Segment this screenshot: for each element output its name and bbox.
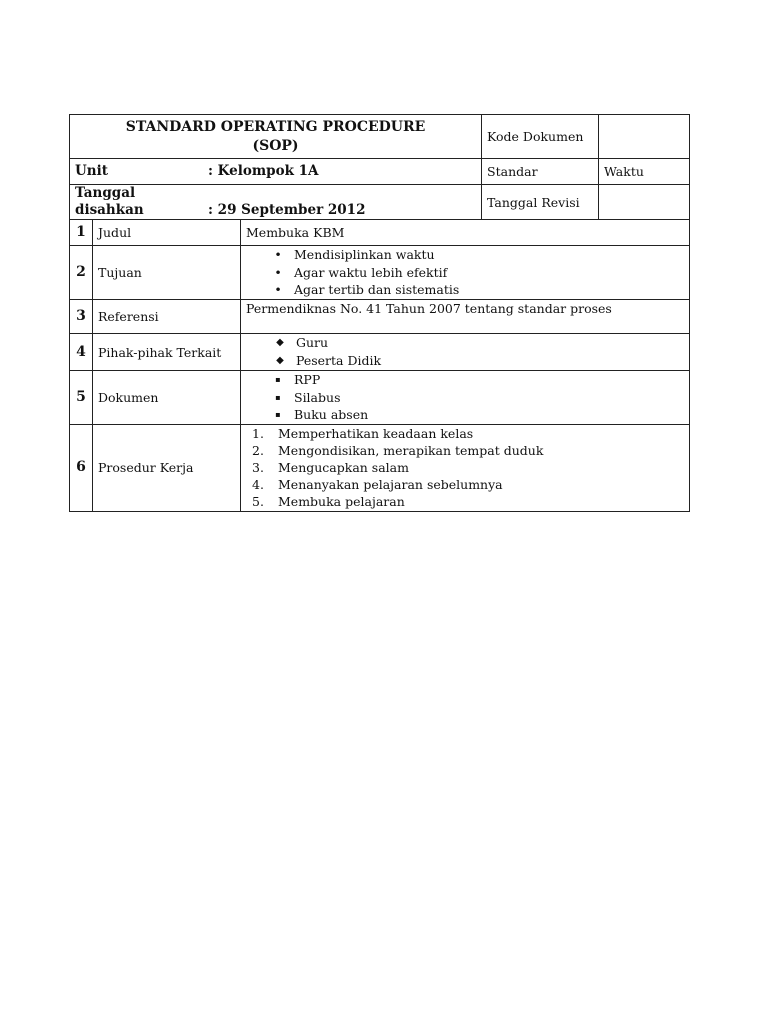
title-line-2: (SOP) <box>252 137 299 154</box>
sop-table <box>69 114 690 512</box>
pihak-terkait-list <box>246 334 684 370</box>
bullet-diamond-icon: ◆ <box>276 337 284 348</box>
row-label: Dokumen <box>93 371 241 425</box>
bullet-dot-icon: • <box>274 247 282 263</box>
list-item: 3. Mengucapkan salam <box>252 459 409 475</box>
kode-dokumen-value <box>599 115 690 159</box>
dokumen-list <box>246 371 684 424</box>
unit-value: : Kelompok 1A <box>208 163 319 179</box>
kode-dokumen-label: Kode Dokumen <box>482 115 599 159</box>
tanggal-value: : 29 September 2012 <box>208 202 366 218</box>
row-label: Tujuan <box>93 246 241 300</box>
row-content <box>241 334 690 371</box>
waktu-label: Waktu <box>599 159 690 185</box>
row-label: Prosedur Kerja <box>93 424 241 511</box>
row-number: 1 <box>70 220 93 246</box>
row-number: 3 <box>70 300 93 334</box>
row-content: Membuka KBM <box>241 220 690 246</box>
list-number: 2. <box>252 442 264 458</box>
list-item: ◆ Peserta Didik <box>246 352 684 370</box>
tanggal-revisi-label: Tanggal Revisi <box>482 185 599 220</box>
table-row <box>70 371 690 425</box>
list-number: 3. <box>252 459 264 475</box>
unit-cell <box>70 159 482 185</box>
row-content <box>241 371 690 425</box>
tujuan-list <box>246 246 684 299</box>
tanggal-row <box>70 185 690 220</box>
sop-document <box>69 114 689 512</box>
row-label: Referensi <box>93 300 241 334</box>
row-content <box>241 424 690 511</box>
list-item: • Agar tertib dan sistematis <box>246 281 684 299</box>
tanggal-label: Tanggal disahkan <box>75 185 144 218</box>
prosedur-list <box>246 425 684 511</box>
bullet-dot-icon: • <box>274 282 282 298</box>
table-row <box>70 246 690 300</box>
bullet-square-icon: ▪ <box>275 375 281 384</box>
row-content: Permendiknas No. 41 Tahun 2007 tentang standar proses <box>241 300 690 334</box>
row-number: 5 <box>70 371 93 425</box>
list-item: ▪ Silabus <box>246 389 684 407</box>
bullet-diamond-icon: ◆ <box>276 355 284 366</box>
list-item: ▪ Buku absen <box>246 406 684 424</box>
standar-label: Standar <box>482 159 599 185</box>
unit-label: Unit <box>75 163 108 179</box>
bullet-square-icon: ▪ <box>275 392 281 402</box>
row-content <box>241 246 690 300</box>
list-number: 1. <box>252 425 264 441</box>
list-number: 4. <box>252 477 264 493</box>
row-number: 4 <box>70 334 93 371</box>
row-number: 6 <box>70 424 93 511</box>
row-label: Pihak-pihak Terkait <box>93 334 241 371</box>
unit-row <box>70 159 690 185</box>
bullet-square-icon: ▪ <box>275 410 281 419</box>
list-item: 4. Menanyakan pelajaran sebelumnya <box>252 477 503 493</box>
list-number: 5. <box>252 494 264 510</box>
title-line-1: STANDARD OPERATING PROCEDURE <box>125 118 426 135</box>
row-number: 2 <box>70 246 93 300</box>
document-title <box>70 115 482 159</box>
table-row <box>70 300 690 334</box>
list-item: ▪ RPP <box>246 371 684 389</box>
list-item: 2. Mengondisikan, merapikan tempat duduk <box>252 442 544 458</box>
list-item: 1. Memperhatikan keadaan kelas <box>252 425 474 441</box>
tanggal-revisi-value <box>599 185 690 220</box>
row-label: Judul <box>93 220 241 246</box>
bullet-dot-icon: • <box>274 264 282 280</box>
header-row <box>70 115 690 159</box>
list-item: 5. Membuka pelajaran <box>252 494 405 510</box>
list-item: • Mendisiplinkan waktu <box>246 246 684 264</box>
table-row <box>70 424 690 511</box>
tanggal-cell <box>70 185 482 220</box>
list-item: • Agar waktu lebih efektif <box>246 264 684 282</box>
list-item: ◆ Guru <box>246 334 684 352</box>
table-row <box>70 220 690 246</box>
table-row <box>70 334 690 371</box>
